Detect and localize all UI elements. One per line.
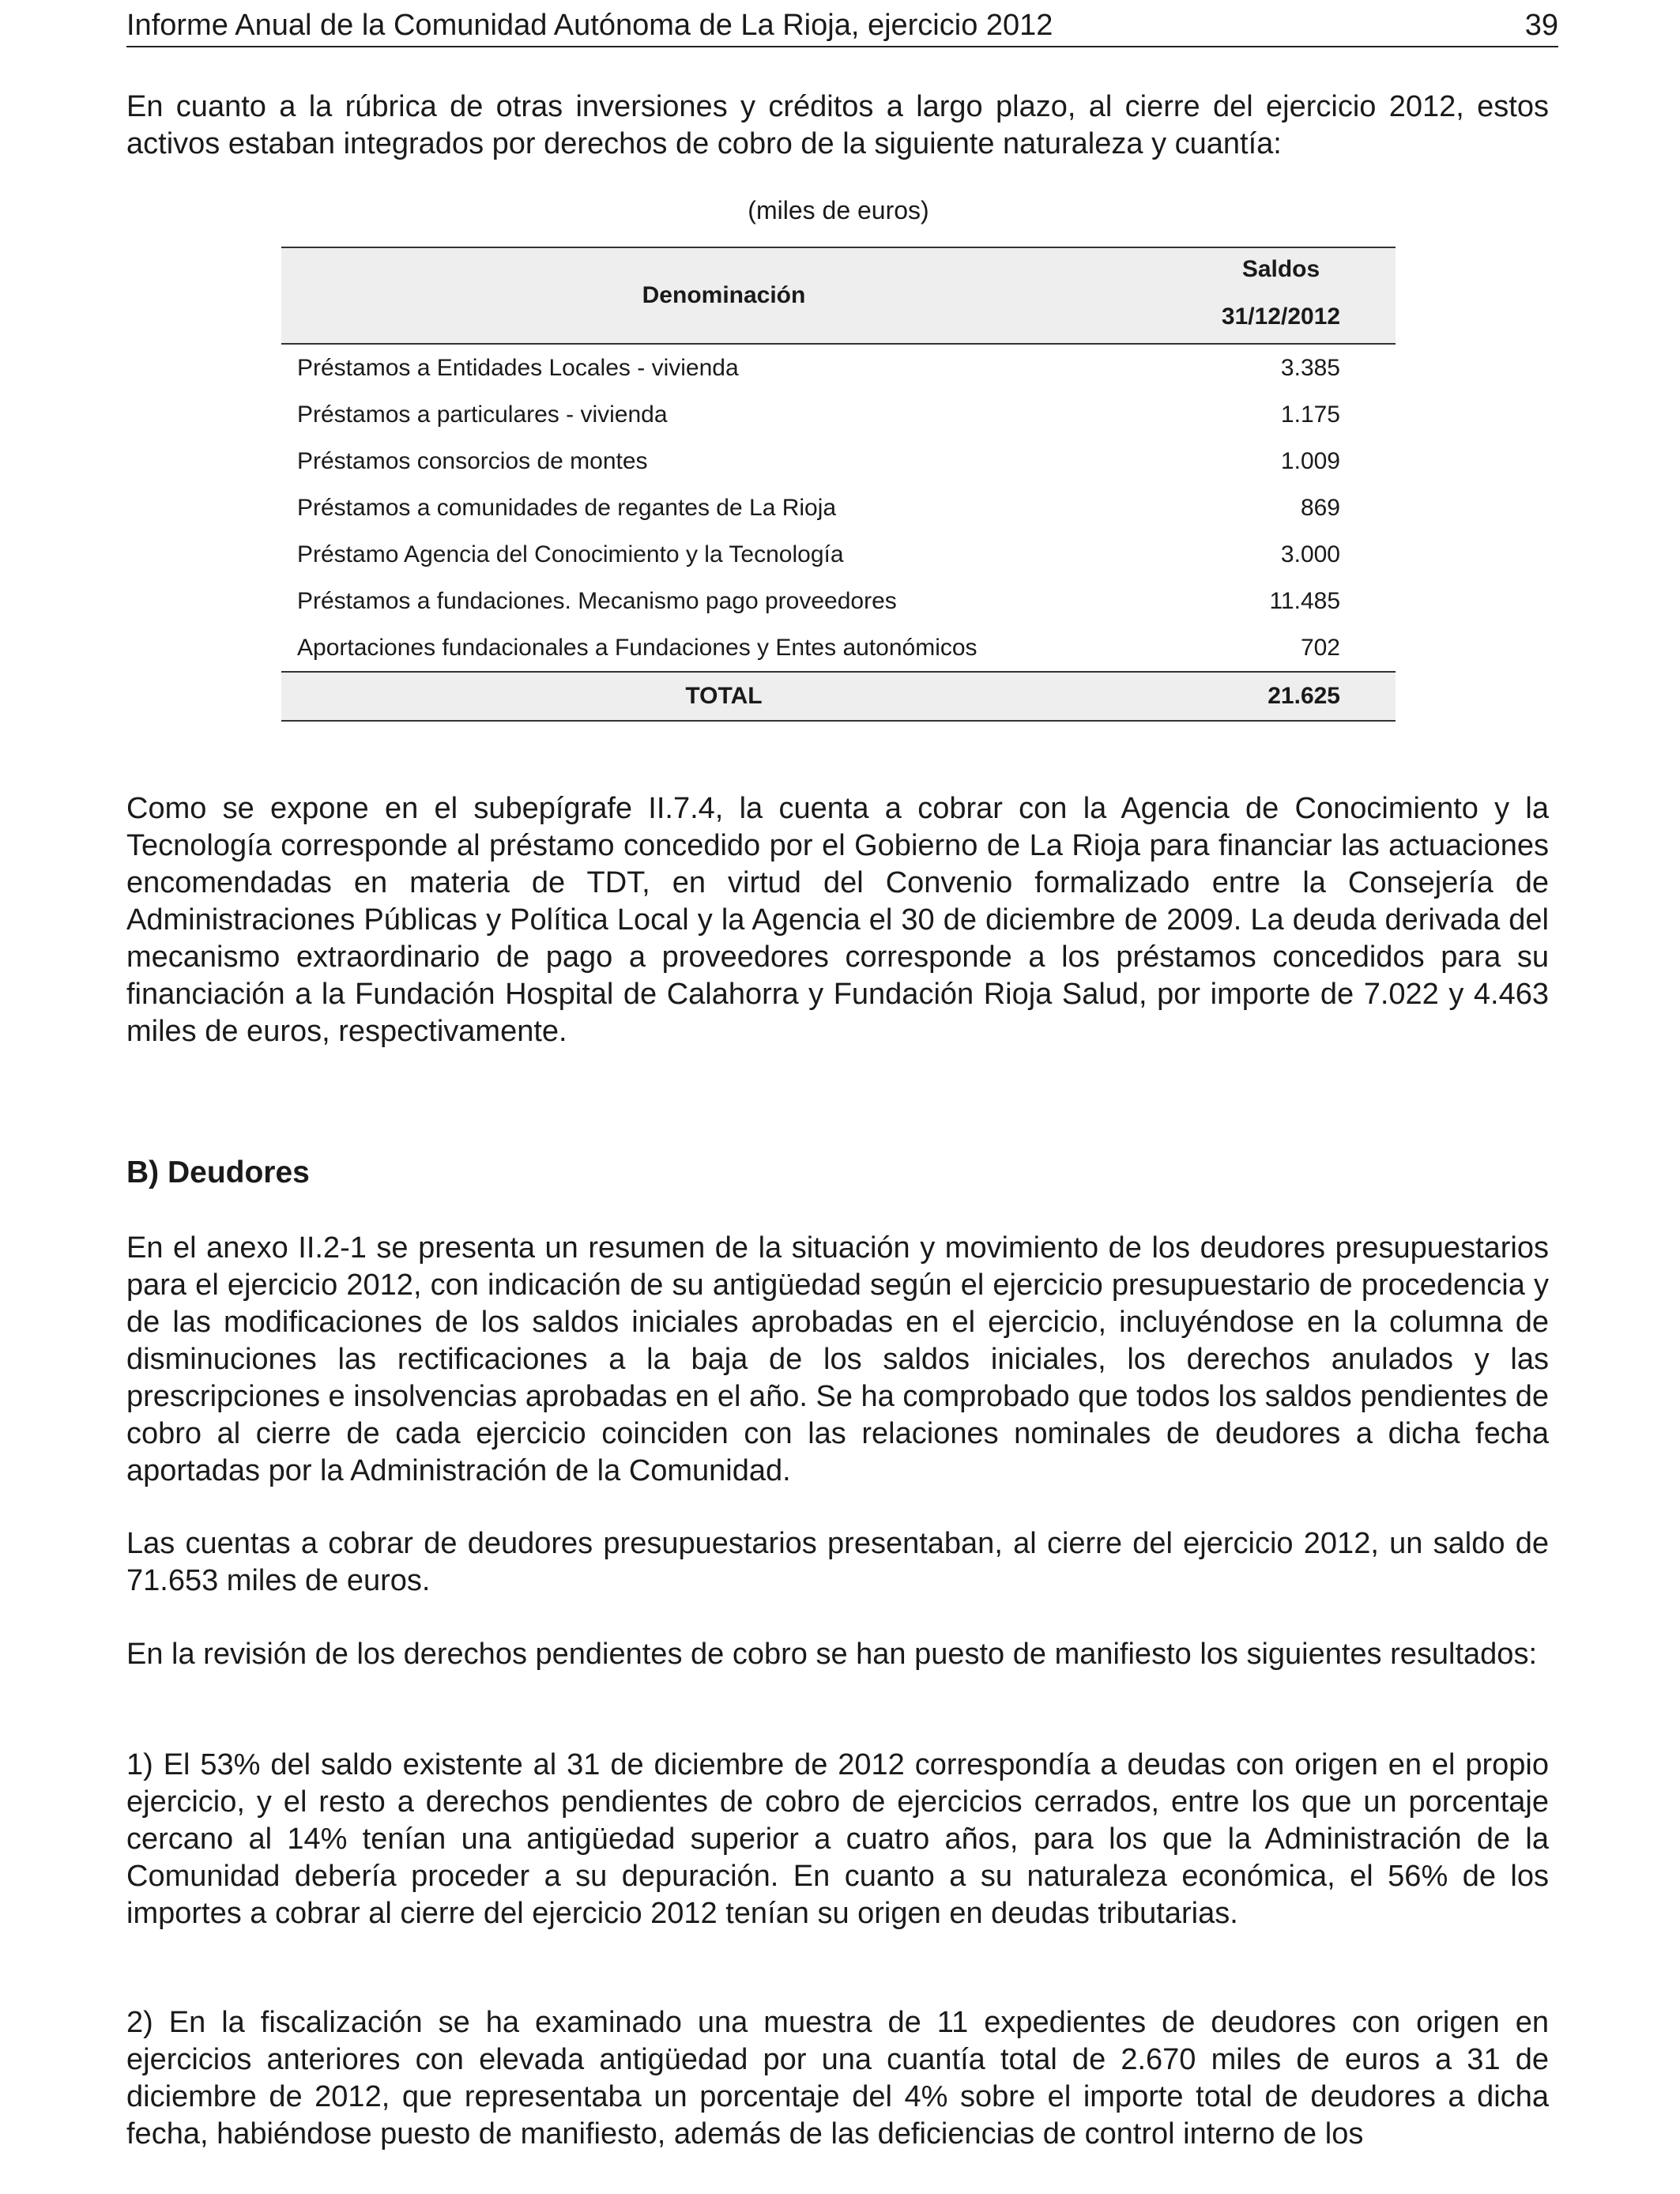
row-saldo: 3.000 <box>1280 541 1340 567</box>
table-body <box>281 345 1396 671</box>
page-header <box>126 6 1558 47</box>
investments-table <box>281 247 1396 722</box>
table-row <box>281 578 1396 624</box>
row-saldo: 1.009 <box>1280 447 1340 474</box>
paragraph-agencia: Como se expone en el subepígrafe II.7.4, la cuenta a cobrar con la Agencia de Conocimiento y la Tecnología corresponde al préstamo concedido por el Gobierno de La Rioja para financiar las actuaciones encomendadas en materia de TDT, en virtud del Convenio formalizado entre la Consejería de Administraciones Públicas y Política Local y la Agencia el 30 de diciembre de 2009. La deuda derivada del mecanismo extraordinario de pago a proveedores corresponde a los préstamos concedidos para su financiación a la Fundación Hospital de Calahorra y Fundación Rioja Salud, por importe de 7.022 y 4.463 miles de euros, respectivamente. <box>126 792 1549 1048</box>
table-row <box>281 438 1396 484</box>
header-title: Informe Anual de la Comunidad Autónoma de La Rioja, ejercicio 2012 <box>126 9 1053 42</box>
column-header-date: 31/12/2012 <box>1221 303 1341 330</box>
table-header <box>281 247 1396 345</box>
row-saldo: 702 <box>1300 634 1340 661</box>
row-saldo: 869 <box>1300 494 1340 521</box>
paragraph-saldo: Las cuentas a cobrar de deudores presupuestarios presentaban, al cierre del ejercicio 2012, un saldo de 71.653 miles de euros. <box>126 1527 1549 1597</box>
table-row <box>281 345 1396 391</box>
column-header-saldos: Saldos <box>1241 256 1320 282</box>
table-row <box>281 391 1396 438</box>
section-title-deudores: B) Deudores <box>126 1155 310 1189</box>
paragraph-revision: En la revisión de los derechos pendientes de cobro se han puesto de manifiesto los siguientes resultados: <box>126 1638 1537 1671</box>
row-saldo: 11.485 <box>1269 587 1340 614</box>
row-denominacion: Préstamos a Entidades Locales - vivienda <box>297 354 739 381</box>
paragraph-anexo: En el anexo II.2-1 se presenta un resumen de la situación y movimiento de los deudores presupuestarios para el ejercicio 2012, con indicación de su antigüedad según el ejercicio presupuestario de procedencia y de las modificaciones de los saldos iniciales aprobadas en el ejercicio, incluyéndose en la columna de disminuciones las rectificaciones a la baja de los saldos iniciales, los derechos anulados y las prescripciones e insolvencias aprobadas en el año. Se ha comprobado que todos los saldos pendientes de cobro al cierre de cada ejercicio coinciden con las relaciones nominales de deudores a dicha fecha aportadas por la Administración de la Comunidad. <box>126 1231 1549 1487</box>
total-value: 21.625 <box>1268 683 1340 709</box>
total-label: TOTAL <box>685 683 763 709</box>
paragraph-result-2: 2) En la fiscalización se ha examinado una muestra de 11 expedientes de deudores con origen en ejercicios anteriores con elevada antigüedad por una cuantía total de 2.670 miles de euros a 31 de diciembre de 2012, que representaba un porcentaje del 4% sobre el importe total de deudores a dicha fecha, habiéndose puesto de manifiesto, además de las deficiencias de control interno de los <box>126 2006 1549 2151</box>
row-denominacion: Aportaciones fundacionales a Fundaciones y Entes autonómicos <box>297 634 977 661</box>
intro-paragraph: En cuanto a la rúbrica de otras inversiones y créditos a largo plazo, al cierre del ejercicio 2012, estos activos estaban integrados por derechos de cobro de la siguiente naturaleza y cuantía: <box>126 90 1549 160</box>
column-header-denominacion: Denominación <box>642 282 806 308</box>
row-saldo: 3.385 <box>1280 354 1340 381</box>
row-denominacion: Préstamos a particulares - vivienda <box>297 401 668 428</box>
paragraph-result-1: 1) El 53% del saldo existente al 31 de diciembre de 2012 correspondía a deudas con origen en el propio ejercicio, y el resto a derechos pendientes de cobro de ejercicios cerrados, entre los que un porcentaje cercano al 14% tenían una antigüedad superior a cuatro años, para los que la Administración de la Comunidad debería proceder a su depuración. En cuanto a su naturaleza económica, el 56% de los importes a cobrar al cierre del ejercicio 2012 tenían su origen en deudas tributarias. <box>126 1748 1549 1930</box>
row-denominacion: Préstamo Agencia del Conocimiento y la Tecnología <box>297 541 844 567</box>
table-row <box>281 484 1396 531</box>
table-total-row <box>281 671 1396 722</box>
row-saldo: 1.175 <box>1280 401 1340 428</box>
page-number: 39 <box>1524 9 1558 42</box>
table-caption: (miles de euros) <box>748 196 929 224</box>
table-row <box>281 531 1396 578</box>
row-denominacion: Préstamos a comunidades de regantes de La Rioja <box>297 494 837 521</box>
row-denominacion: Préstamos a fundaciones. Mecanismo pago proveedores <box>297 587 897 614</box>
table-row <box>281 624 1396 671</box>
row-denominacion: Préstamos consorcios de montes <box>297 447 648 474</box>
